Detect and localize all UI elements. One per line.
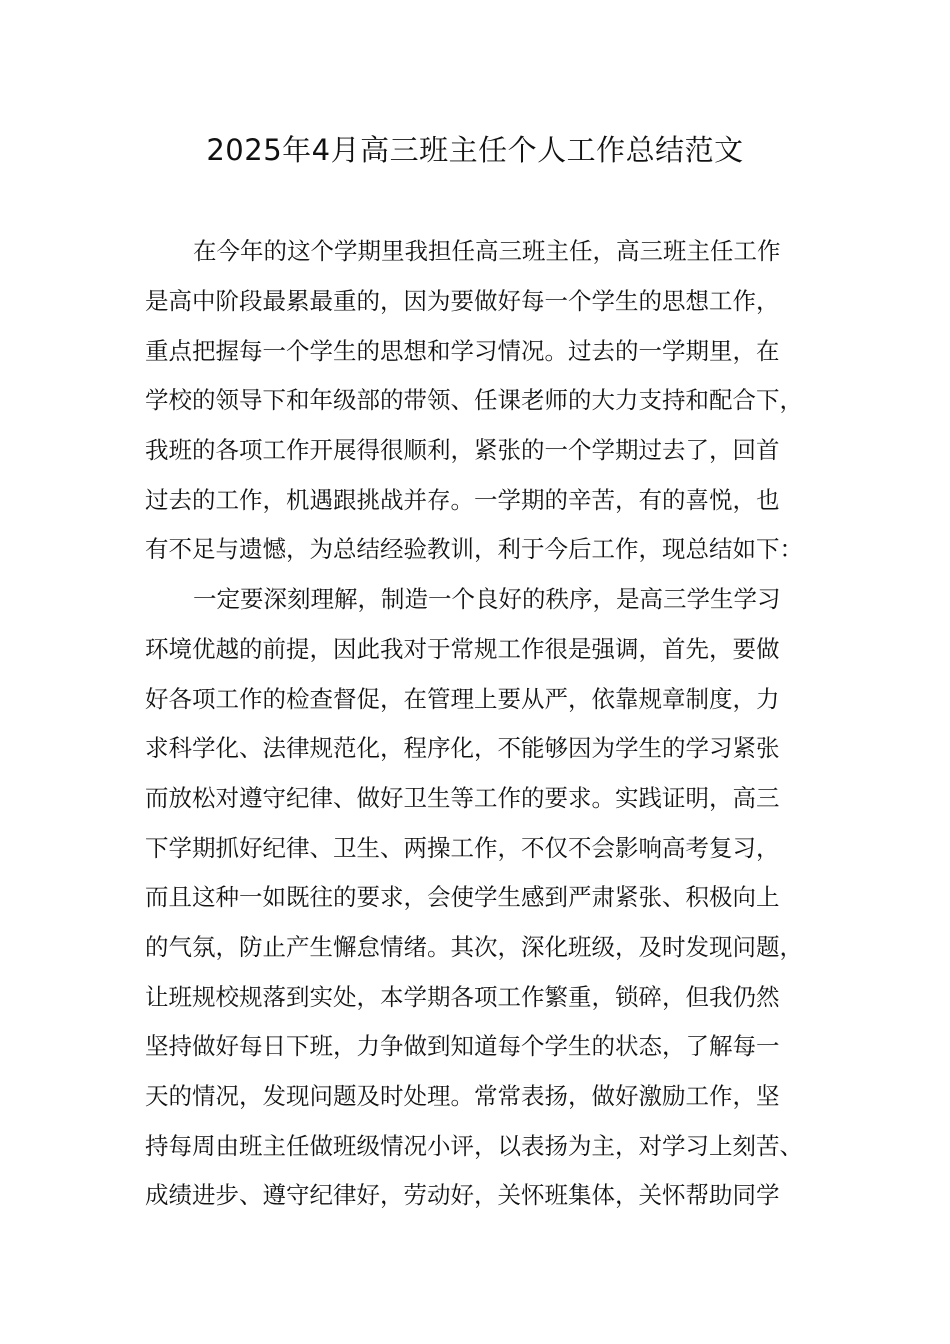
paragraph-1-line-5: 我班的各项工作开展得很顺利，紧张的一个学期过去了，回首 bbox=[145, 436, 780, 464]
paragraph-2-line-2: 环境优越的前提，因此我对于常规工作很是强调，首先，要做 bbox=[145, 635, 780, 663]
paragraph-2-line-13: 成绩进步、遵守纪律好，劳动好，关怀班集体，关怀帮助同学 bbox=[145, 1181, 780, 1209]
paragraph-2-line-3: 好各项工作的检查督促，在管理上要从严，依靠规章制度，力 bbox=[145, 685, 780, 713]
paragraph-2-line-12: 持每周由班主任做班级情况小评，以表扬为主，对学习上刻苦、 bbox=[145, 1132, 803, 1160]
paragraph-2-line-11: 天的情况，发现问题及时处理。常常表扬，做好激励工作，坚 bbox=[145, 1082, 780, 1110]
paragraph-2-line-8: 的气氛，防止产生懈怠情绪。其次，深化班级，及时发现问题， bbox=[145, 933, 803, 961]
document-title: 2025年4月高三班主任个人工作总结范文 bbox=[206, 133, 744, 167]
paragraph-1-line-7: 有不足与遗憾，为总结经验教训，利于今后工作，现总结如下： bbox=[145, 535, 803, 563]
paragraph-2-line-4: 求科学化、法律规范化，程序化，不能够因为学生的学习紧张 bbox=[145, 734, 780, 762]
paragraph-2-line-9: 让班规校规落到实处，本学期各项工作繁重，锁碎，但我仍然 bbox=[145, 983, 780, 1011]
paragraph-1-line-2: 是高中阶段最累最重的，因为要做好每一个学生的思想工作， bbox=[145, 287, 780, 315]
paragraph-1-line-3: 重点把握每一个学生的思想和学习情况。过去的一学期里，在 bbox=[145, 337, 780, 365]
paragraph-2-line-6: 下学期抓好纪律、卫生、两操工作，不仅不会影响高考复习， bbox=[145, 834, 780, 862]
paragraph-2-line-10: 坚持做好每日下班，力争做到知道每个学生的状态，了解每一 bbox=[145, 1032, 780, 1060]
paragraph-2-line-5: 而放松对遵守纪律、做好卫生等工作的要求。实践证明，高三 bbox=[145, 784, 780, 812]
paragraph-2-line-7: 而且这种一如既往的要求，会使学生感到严肃紧张、积极向上 bbox=[145, 883, 780, 911]
paragraph-2-line-1: 一定要深刻理解，制造一个良好的秩序，是高三学生学习 bbox=[193, 585, 781, 613]
paragraph-1-line-1: 在今年的这个学期里我担任高三班主任，高三班主任工作 bbox=[193, 237, 781, 265]
paragraph-1-line-6: 过去的工作，机遇跟挑战并存。一学期的辛苦，有的喜悦，也 bbox=[145, 486, 780, 514]
paragraph-1-line-4: 学校的领导下和年级部的带领、任课老师的大力支持和配合下， bbox=[145, 386, 803, 414]
